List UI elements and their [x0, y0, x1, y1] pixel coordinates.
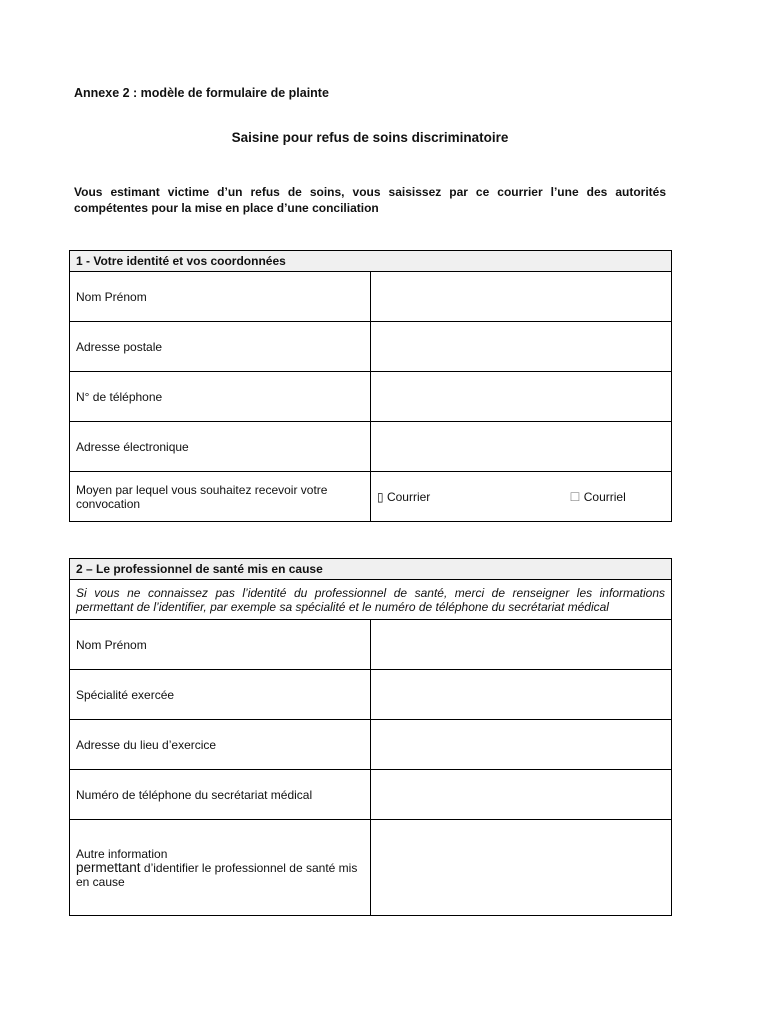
- field-label: Adresse électronique: [70, 422, 371, 472]
- section1-heading: 1 - Votre identité et vos coordonnées: [70, 251, 672, 272]
- contact-method-field: [371, 472, 672, 522]
- field-label: Spécialité exercée: [70, 670, 371, 720]
- table-row: [70, 472, 672, 522]
- postal-address-field[interactable]: [371, 322, 672, 372]
- form-title: Saisine pour refus de soins discriminatoire: [231, 130, 509, 145]
- identity-table: [69, 250, 672, 522]
- table-row: [70, 322, 672, 372]
- secretariat-phone-field[interactable]: [371, 770, 672, 820]
- section2-note: Si vous ne connaissez pas l’identité du professionnel de santé, merci de renseigner les informations permettant de l’identifier, par exemple sa spécialité et le numéro de téléphone du secrétariat médical: [70, 580, 672, 620]
- label-part: permettant: [76, 859, 141, 875]
- professional-table: [69, 558, 672, 916]
- field-label: [70, 820, 371, 916]
- field-label: Adresse du lieu d’exercice: [70, 720, 371, 770]
- courrier-label: Courrier: [386, 489, 431, 504]
- intro-text: Vous estimant victime d’un refus de soins, vous saisissez par ce courrier l’une des autorités compétentes pour la mise en place d’une conciliation: [74, 185, 666, 215]
- table-row: [70, 820, 672, 916]
- label-part: Autre information: [76, 846, 168, 861]
- section1-heading-row: [70, 251, 672, 272]
- section2-heading: 2 – Le professionnel de santé mis en cause: [70, 559, 672, 580]
- courriel-option[interactable]: [570, 490, 626, 504]
- table-row: [70, 670, 672, 720]
- professional-name-field[interactable]: [371, 620, 672, 670]
- table-row: [70, 372, 672, 422]
- table-row: [70, 422, 672, 472]
- other-info-field[interactable]: [371, 820, 672, 916]
- table-row: [70, 770, 672, 820]
- field-label: Moyen par lequel vous souhaitez recevoir votre convocation: [70, 472, 371, 522]
- field-label: Nom Prénom: [70, 272, 371, 322]
- annex-title: Annexe 2 : modèle de formulaire de plainte: [74, 86, 329, 100]
- section2-heading-row: [70, 559, 672, 580]
- field-label: Adresse postale: [70, 322, 371, 372]
- practice-address-field[interactable]: [371, 720, 672, 770]
- table-row: [70, 720, 672, 770]
- field-label: N° de téléphone: [70, 372, 371, 422]
- courriel-label: Courriel: [583, 489, 626, 504]
- field-label: Nom Prénom: [70, 620, 371, 670]
- table-row: [70, 272, 672, 322]
- phone-field[interactable]: [371, 372, 672, 422]
- checkbox-icon[interactable]: ☐: [569, 489, 581, 504]
- specialty-field[interactable]: [371, 670, 672, 720]
- field-label: Numéro de téléphone du secrétariat médical: [70, 770, 371, 820]
- table-row: [70, 620, 672, 670]
- name-field[interactable]: [371, 272, 672, 322]
- courrier-option[interactable]: [377, 490, 430, 504]
- label-part: d’identifier le professionnel de santé mis en cause: [76, 860, 358, 889]
- email-field[interactable]: [371, 422, 672, 472]
- section2-note-row: [70, 580, 672, 620]
- checkbox-icon[interactable]: ▯: [377, 489, 384, 504]
